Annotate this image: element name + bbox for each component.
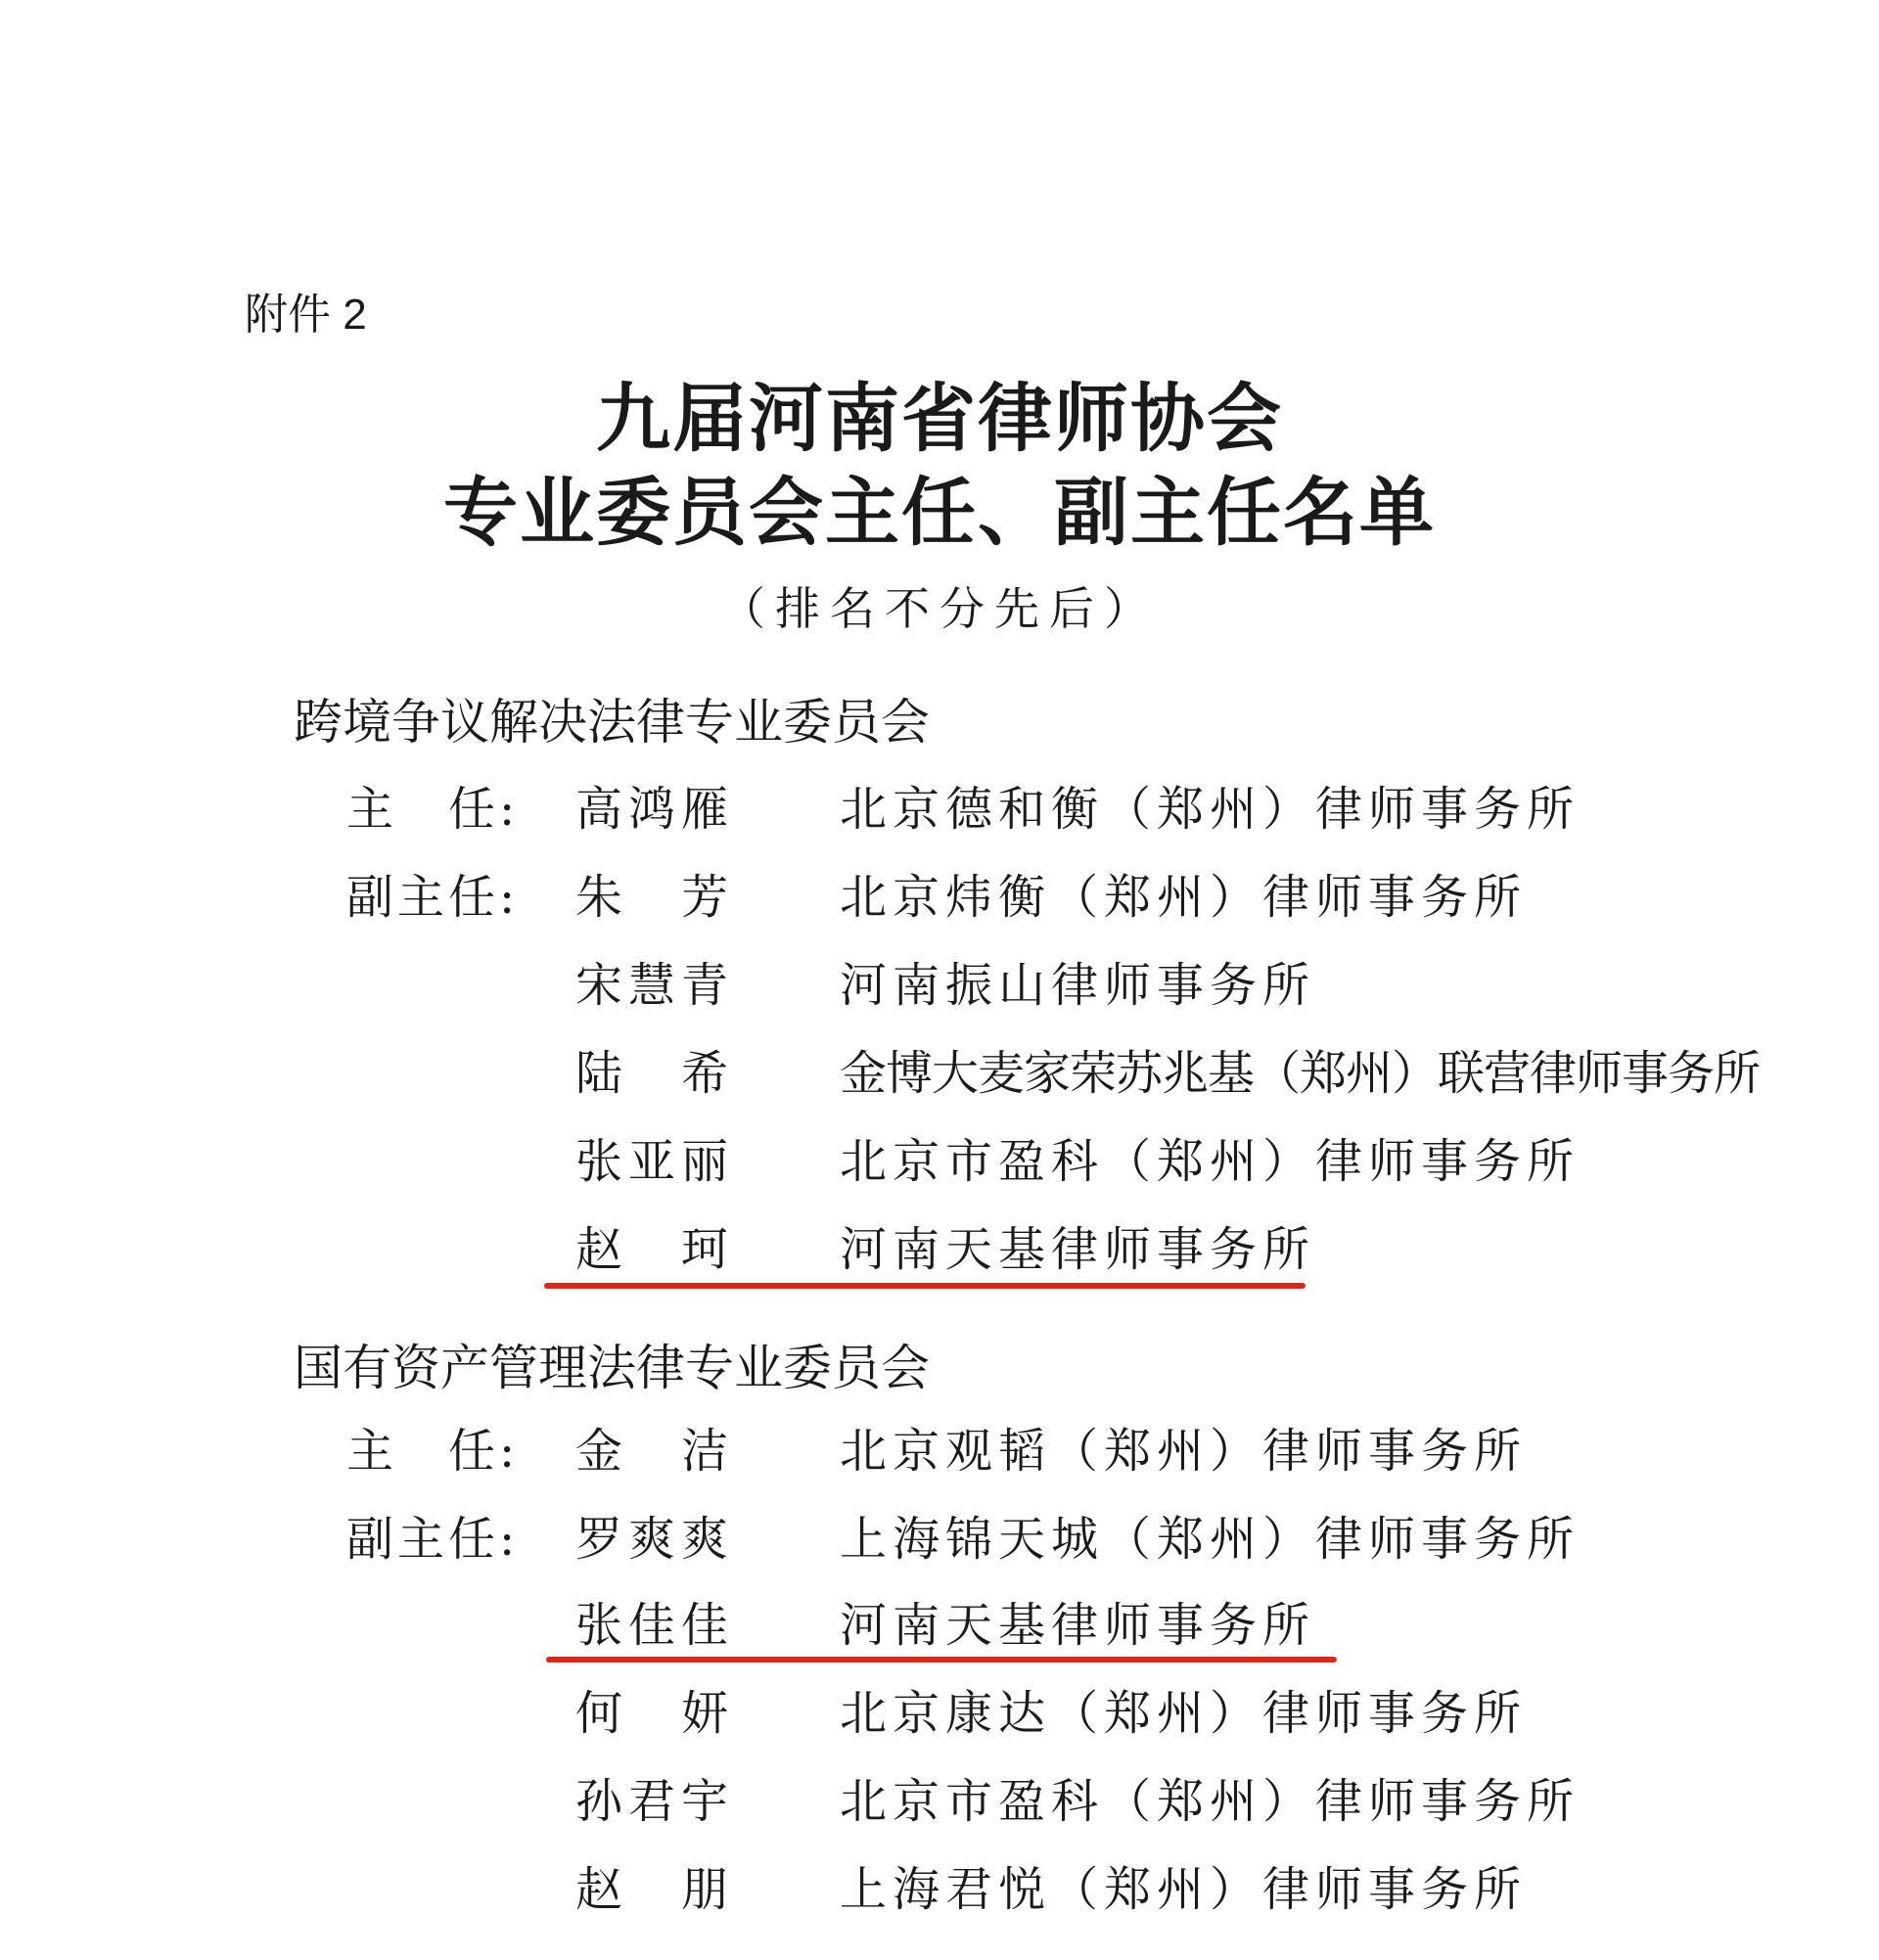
member-row (0, 1417, 1879, 1485)
member-row (0, 1505, 1879, 1573)
law-firm: 北京炜衡（郑州）律师事务所 (840, 870, 1528, 925)
law-firm: 北京市盈科（郑州）律师事务所 (840, 1134, 1581, 1189)
committee-heading: 跨境争议解决法律专业委员会 (294, 694, 930, 751)
document-title-line-2: 专业委员会主任、副主任名单 (443, 469, 1436, 556)
member-name: 金 洁 (575, 1424, 735, 1479)
role-label: 副主任: (346, 1512, 520, 1567)
ranking-note: （排名不分先后） (720, 582, 1159, 635)
member-name: 孙君宇 (575, 1774, 735, 1829)
role-label: 主 任: (346, 1424, 520, 1479)
member-name: 陆 希 (575, 1046, 735, 1101)
red-underline-mark (546, 1657, 1337, 1663)
member-name: 张佳佳 (575, 1598, 735, 1653)
member-name: 罗爽爽 (575, 1512, 735, 1567)
member-row (0, 1127, 1879, 1196)
member-row (0, 775, 1879, 843)
member-name: 宋慧青 (575, 958, 735, 1013)
member-row (0, 863, 1879, 932)
member-row (0, 1591, 1879, 1660)
member-row (0, 1039, 1879, 1108)
member-row (0, 1215, 1879, 1284)
member-name: 高鸿雁 (575, 782, 735, 837)
law-firm: 北京德和衡（郑州）律师事务所 (840, 782, 1581, 837)
role-label: 主 任: (346, 782, 520, 837)
role-label: 副主任: (346, 870, 520, 925)
member-row (0, 1767, 1879, 1836)
member-row (0, 1855, 1879, 1924)
member-name: 何 妍 (575, 1686, 735, 1741)
member-name: 朱 芳 (575, 870, 735, 925)
law-firm: 北京康达（郑州）律师事务所 (840, 1686, 1528, 1741)
law-firm: 河南天基律师事务所 (840, 1598, 1316, 1653)
red-underline-mark (544, 1283, 1306, 1289)
law-firm: 上海锦天城（郑州）律师事务所 (840, 1512, 1581, 1567)
law-firm: 河南振山律师事务所 (840, 958, 1316, 1013)
law-firm: 河南天基律师事务所 (840, 1222, 1316, 1277)
member-name: 赵 朋 (575, 1862, 735, 1917)
member-name: 赵 珂 (575, 1222, 735, 1277)
law-firm: 北京市盈科（郑州）律师事务所 (840, 1774, 1581, 1829)
document-title-line-1: 九届河南省律师协会 (596, 375, 1283, 462)
member-name: 张亚丽 (575, 1134, 735, 1189)
law-firm: 金博大麦家荣苏兆基（郑州）联营律师事务所 (840, 1046, 1761, 1101)
law-firm: 上海君悦（郑州）律师事务所 (840, 1862, 1528, 1917)
law-firm: 北京观韬（郑州）律师事务所 (840, 1424, 1528, 1479)
member-row (0, 1679, 1879, 1748)
member-row (0, 951, 1879, 1020)
committee-heading: 国有资产管理法律专业委员会 (294, 1340, 930, 1396)
attachment-label: 附件 2 (245, 291, 367, 339)
